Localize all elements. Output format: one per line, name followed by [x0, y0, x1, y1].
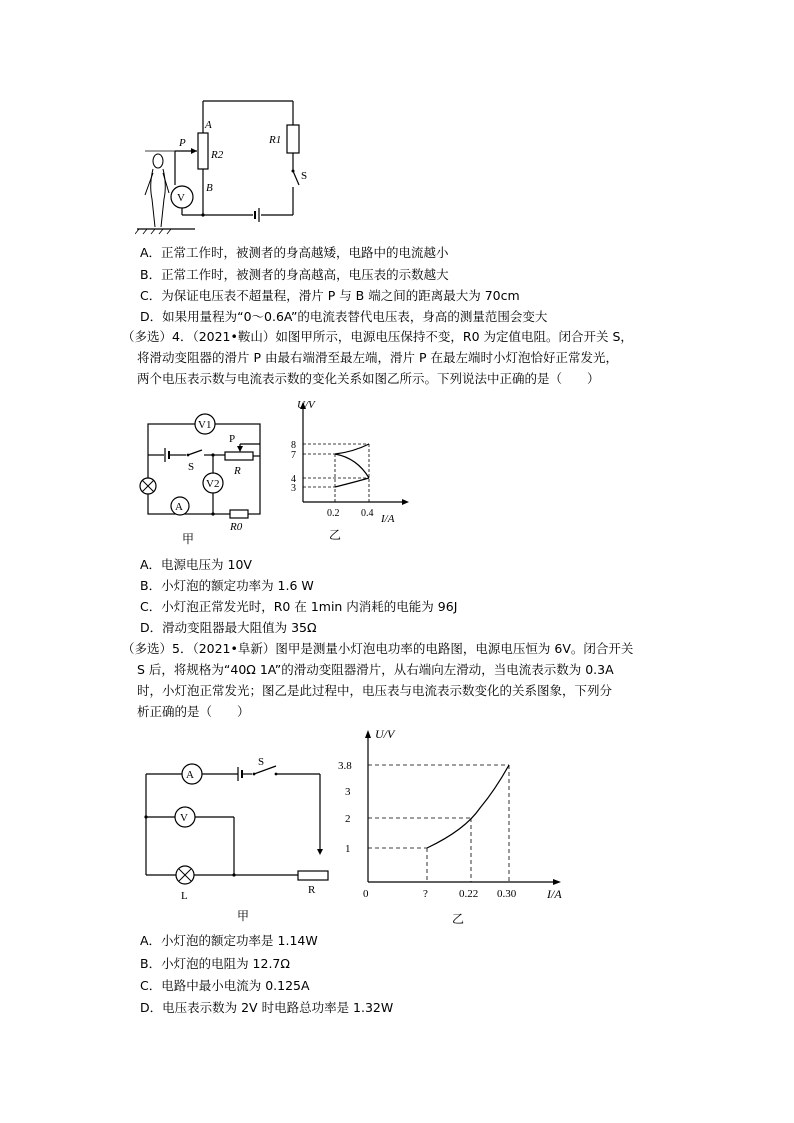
q5-option-a: A．小灯泡的额定功率是 1.14W — [140, 933, 318, 948]
q5-option-d: D．电压表示数为 2V 时电路总功率是 1.32W — [140, 1000, 394, 1015]
q5-label-S: S — [258, 756, 265, 768]
q3-option-d: D．如果用量程为“0～0.6A”的电流表替代电压表，身高的测量范围会变大 — [140, 309, 548, 324]
q4-stem-line-2: 将滑动变阻器的滑片 P 由最右端滑至最左端，滑片 P 在最左端时小灯泡恰好正常发光， — [137, 350, 618, 365]
q4-option-a: A．电源电压为 10V — [140, 557, 252, 572]
q5-stem-line-2: S 后，将规格为“40Ω 1A”的滑动变阻器滑片，从右端向左滑动，当电流表示数为 0.3A — [137, 662, 614, 677]
q3-option-a: A．正常工作时，被测者的身高越矮，电路中的电流越小 — [140, 245, 449, 260]
q4-graph-yi — [275, 394, 415, 544]
q4-xlabel: I/A — [381, 513, 395, 525]
q4-circuit-figure-jia — [130, 408, 270, 548]
q5-ytick-1: 1 — [345, 843, 351, 855]
q4-label-P: P — [229, 433, 236, 445]
q5-stem-line-3: 时，小灯泡正常发光；图乙是此过程中，电压表与电流表示数变化的关系图象，下列分 — [137, 683, 613, 698]
q5-ytick-3.8: 3.8 — [338, 760, 352, 772]
q3-label-S: S — [301, 170, 308, 182]
q4-stem-line-3: 两个电压表示数与电流表示数的变化关系如图乙所示。下列说法中正确的是（ ） — [137, 371, 600, 386]
q4-xtick-0.2: 0.2 — [327, 508, 340, 519]
q4-label-V1: V1 — [198, 419, 212, 431]
q4-label-R0: R0 — [230, 521, 243, 533]
q3-label-B: B — [206, 182, 213, 194]
q5-label-V: V — [180, 812, 188, 824]
q3-option-b: B．正常工作时，被测者的身高越高，电压表的示数越大 — [140, 267, 449, 282]
q5-ytick-2: 2 — [345, 813, 351, 825]
q3-label-R2: R2 — [211, 149, 224, 161]
q4-caption-jia: 甲 — [182, 532, 195, 546]
q4-ytick-7: 7 — [291, 450, 296, 461]
q4-stem-line-1: （多选）4．（2021•鞍山）如图甲所示，电源电压保持不变，R0 为定值电阻。闭合开关 S， — [122, 329, 633, 344]
q5-xlabel: I/A — [547, 887, 562, 901]
q5-xtick-0.22: 0.22 — [459, 888, 479, 900]
q5-xtick-0: 0 — [363, 888, 369, 900]
q4-caption-yi: 乙 — [329, 528, 342, 542]
q5-label-A: A — [186, 769, 194, 781]
q5-option-b: B．小灯泡的电阻为 12.7Ω — [140, 956, 290, 971]
q4-label-V2: V2 — [206, 478, 220, 490]
q5-stem-line-1: （多选）5．（2021•阜新）图甲是测量小灯泡电功率的电路图，电源电压恒为 6V。闭合开关 — [122, 641, 634, 656]
q5-label-R: R — [308, 884, 316, 896]
q4-label-R: R — [234, 465, 241, 477]
q3-label-V: V — [177, 192, 185, 204]
q3-circuit-figure — [135, 95, 310, 235]
q5-option-c: C．电路中最小电流为 0.125A — [140, 978, 310, 993]
q4-xtick-0.4: 0.4 — [361, 508, 374, 519]
q4-ytick-8: 8 — [291, 440, 296, 451]
q5-ylabel: U/V — [375, 727, 395, 741]
q5-stem-line-4: 析正确的是（ ） — [137, 704, 250, 719]
q4-ytick-3: 3 — [291, 483, 296, 494]
q5-xtick-unknown: ? — [423, 888, 428, 900]
q4-label-A: A — [175, 501, 183, 513]
q5-xtick-0.30: 0.30 — [497, 888, 517, 900]
q3-option-c: C．为保证电压表不超量程，滑片 P 与 B 端之间的距离最大为 70cm — [140, 288, 520, 303]
q5-ytick-3: 3 — [345, 786, 351, 798]
q4-ytick-4: 4 — [291, 474, 296, 485]
q5-circuit-figure-jia — [130, 755, 330, 930]
q5-graph-yi — [335, 720, 575, 935]
q4-option-b: B．小灯泡的额定功率为 1.6 W — [140, 578, 314, 593]
q3-label-R1: R1 — [269, 134, 282, 146]
q5-caption-jia: 甲 — [237, 909, 250, 923]
q4-option-c: C．小灯泡正常发光时，R0 在 1min 内消耗的电能为 96J — [140, 599, 458, 614]
q3-label-P: P — [179, 137, 186, 149]
q4-ylabel: U/V — [297, 399, 315, 411]
q4-label-S: S — [188, 461, 195, 473]
q5-caption-yi: 乙 — [452, 912, 465, 926]
q3-label-A: A — [205, 119, 212, 131]
q4-option-d: D．滑动变阻器最大阻值为 35Ω — [140, 620, 317, 635]
q5-label-L: L — [181, 890, 188, 902]
